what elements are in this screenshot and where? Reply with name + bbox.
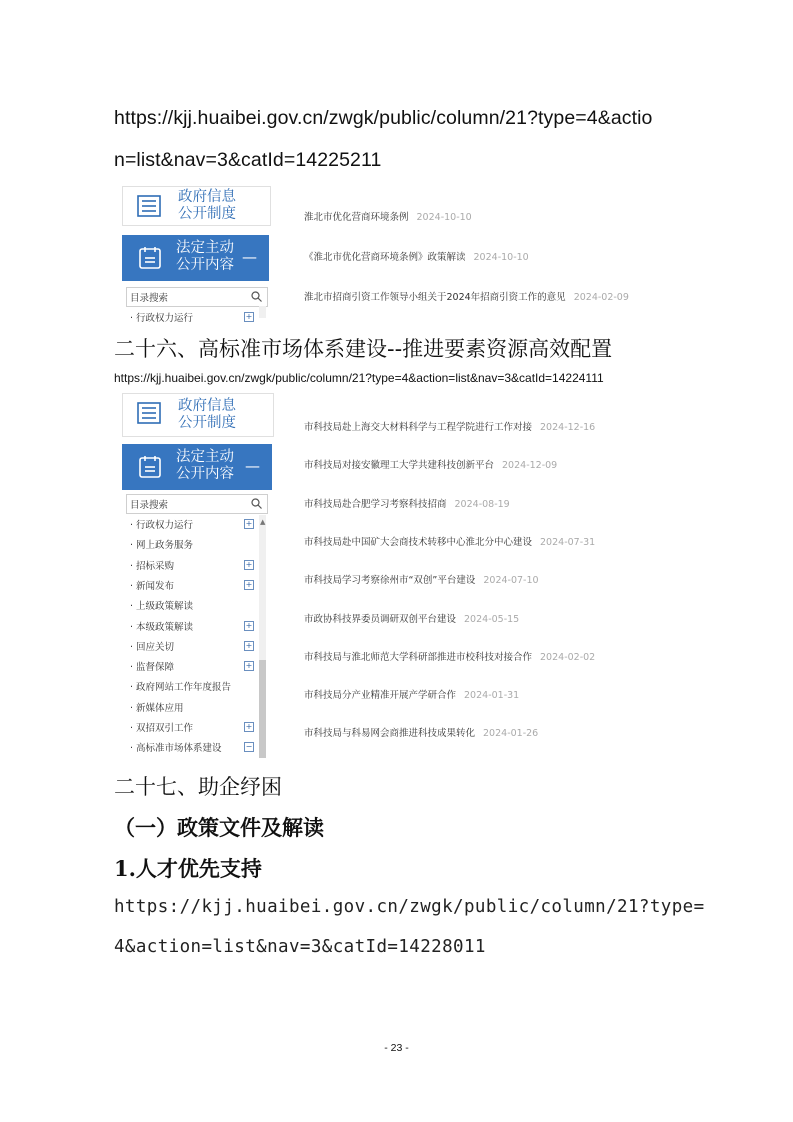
article-date: 2024-08-19 <box>454 498 510 510</box>
expand-icon[interactable]: + <box>245 559 253 569</box>
bullet: · <box>130 743 137 755</box>
tree-item-label: 政府网站工作年度报告 <box>136 682 232 694</box>
scrollbar-thumb[interactable] <box>259 660 266 758</box>
tree-item[interactable] <box>130 537 193 551</box>
article-title: 市科技局对接安徽理工大学共建科技创新平台 <box>304 460 495 472</box>
document-icon <box>138 246 162 270</box>
article-title: 市科技局分产业精准开展产学研合作 <box>304 690 457 702</box>
tree-item-label: 网上政务服务 <box>136 540 194 552</box>
bullet: · <box>130 662 137 674</box>
list-icon <box>137 195 161 217</box>
article-date: 2024-07-10 <box>483 575 539 587</box>
bullet: · <box>130 580 137 592</box>
nav-label: 政府信息 公开制度 <box>178 189 236 222</box>
page-number: - 23 - <box>384 1042 409 1054</box>
search-placeholder: 目录搜索 <box>130 293 169 304</box>
scroll-up-arrow[interactable]: ▲ <box>260 518 266 526</box>
tree-item[interactable] <box>130 619 193 633</box>
tree-item-label: 新媒体应用 <box>136 702 184 714</box>
collapse-toggle[interactable]: — <box>245 457 260 475</box>
article-date: 2024-01-26 <box>483 728 539 740</box>
article-date: 2024-02-02 <box>540 651 596 663</box>
article-link[interactable] <box>304 687 519 701</box>
tree-item-label: 监督保障 <box>136 662 175 674</box>
subsection-heading: （一）政策文件及解读 <box>114 815 324 840</box>
tree-item[interactable] <box>130 517 193 531</box>
nav-label: 法定主动 公开内容 <box>176 449 234 482</box>
article-link[interactable] <box>304 457 557 471</box>
url-line[interactable]: n=list&nav=3&catId=14225211 <box>114 149 382 171</box>
bullet: · <box>130 682 137 694</box>
tree-item-partial[interactable]: · 行政权力运行 <box>130 313 194 324</box>
nav-label: 法定主动 公开内容 <box>176 240 234 273</box>
article-date: 2024-05-15 <box>464 613 520 625</box>
bullet: · <box>130 560 137 572</box>
article-title: 市科技局赴上海交大材料科学与工程学院进行工作对接 <box>304 422 533 433</box>
search-placeholder: 目录搜索 <box>130 500 169 511</box>
article-title: 市科技局学习考察徐州市“双创”平台建设 <box>304 575 476 587</box>
article-link[interactable]: 淮北市招商引资工作领导小组关于2024年招商引资工作的意见 2024-02-09 <box>304 292 629 303</box>
list-icon <box>137 402 161 424</box>
article-link[interactable] <box>304 534 595 548</box>
article-date: 2024-07-31 <box>540 536 596 548</box>
nav-statutory-disclosure[interactable] <box>122 444 272 490</box>
article-title: 市科技局赴合肥学习考察科技招商 <box>304 498 447 510</box>
scrollbar[interactable] <box>259 306 266 318</box>
article-link[interactable] <box>304 649 595 663</box>
tree-item[interactable] <box>130 558 174 572</box>
nav-info-disclosure-system[interactable] <box>122 393 274 437</box>
bullet: · <box>130 723 137 734</box>
article-title: 市科技局与科易网会商推进科技成果转化 <box>304 728 476 740</box>
bullet: · <box>130 540 137 552</box>
url-line[interactable]: https://kjj.huaibei.gov.cn/zwgk/public/column/21?type= <box>114 897 705 917</box>
tree-item-label: 本级政策解读 <box>136 621 194 633</box>
bullet: · <box>130 601 137 613</box>
article-link[interactable] <box>304 725 538 739</box>
catalog-search-input[interactable] <box>126 494 268 514</box>
tree-item[interactable] <box>130 700 184 714</box>
url-line[interactable]: https://kjj.huaibei.gov.cn/zwgk/public/column/21?type=4&actio <box>114 107 653 129</box>
tree-item-label: 新闻发布 <box>136 580 175 592</box>
search-icon[interactable] <box>251 291 262 302</box>
document-icon <box>138 455 162 479</box>
catalog-search-input[interactable] <box>126 287 268 307</box>
expand-icon[interactable]: + <box>245 640 253 650</box>
article-date: 2024-12-09 <box>502 460 558 472</box>
article-date: 2024-12-16 <box>540 422 596 433</box>
expand-icon[interactable]: + <box>245 620 253 630</box>
article-link[interactable]: 《淮北市优化营商环境条例》政策解读 2024-10-10 <box>304 252 529 263</box>
tree-item[interactable] <box>130 679 231 693</box>
url-line[interactable]: https://kjj.huaibei.gov.cn/zwgk/public/column/21?type=4&action=list&nav=3&catId=14224111 <box>114 371 604 385</box>
tree-item-label: 行政权力运行 <box>136 520 194 531</box>
nav-label: 政府信息 公开制度 <box>178 398 236 431</box>
tree-item-label: 回应关切 <box>136 641 175 653</box>
article-title: 市政协科技界委员调研双创平台建设 <box>304 613 457 625</box>
article-link[interactable] <box>304 496 510 510</box>
collapse-toggle[interactable]: — <box>242 248 257 266</box>
search-icon[interactable] <box>251 498 262 509</box>
nav-statutory-disclosure[interactable] <box>122 235 269 281</box>
section-heading: 二十六、高标准市场体系建设--推进要素资源高效配置 <box>114 337 613 361</box>
article-link[interactable] <box>304 419 595 433</box>
url-line[interactable]: 4&action=list&nav=3&catId=14228011 <box>114 937 486 957</box>
tree-item[interactable] <box>130 720 193 734</box>
expand-icon[interactable]: + <box>245 661 253 671</box>
tree-item[interactable] <box>130 598 193 612</box>
tree-item-label: 双招双引工作 <box>136 723 194 734</box>
bullet: · <box>130 520 137 531</box>
article-title: 市科技局与淮北师范大学科研部推进市校科技对接合作 <box>304 651 533 663</box>
article-link[interactable] <box>304 572 539 586</box>
bullet: · <box>130 702 137 714</box>
expand-icon[interactable]: + <box>245 722 253 731</box>
tree-item[interactable] <box>130 740 222 754</box>
bullet: · <box>130 621 137 633</box>
section-heading: 二十七、助企纾困 <box>114 775 282 799</box>
tree-item[interactable] <box>130 578 174 592</box>
article-link[interactable]: 淮北市优化营商环境条例 2024-10-10 <box>304 212 472 223</box>
tree-item[interactable] <box>130 659 174 673</box>
tree-item-label: 上级政策解读 <box>136 601 194 613</box>
tree-item-label: 高标准市场体系建设 <box>136 743 222 755</box>
expand-icon[interactable]: + <box>245 519 253 528</box>
collapse-icon[interactable]: − <box>245 742 253 752</box>
tree-item-label: 招标采购 <box>136 560 175 572</box>
screenshot-policy-page-1 <box>114 184 674 324</box>
expand-icon[interactable]: + <box>245 579 253 589</box>
bullet: · <box>130 641 137 653</box>
nav-info-disclosure-system[interactable] <box>122 186 271 226</box>
expand-icon[interactable]: + <box>245 312 253 321</box>
screenshot-policy-page-2 <box>114 390 674 758</box>
article-date: 2024-01-31 <box>464 690 520 702</box>
article-title: 市科技局赴中国矿大会商技术转移中心淮北分中心建设 <box>304 536 533 548</box>
subsection-heading: 1.人才优先支持 <box>114 856 262 881</box>
tree-item[interactable] <box>130 639 174 653</box>
article-link[interactable] <box>304 611 519 625</box>
